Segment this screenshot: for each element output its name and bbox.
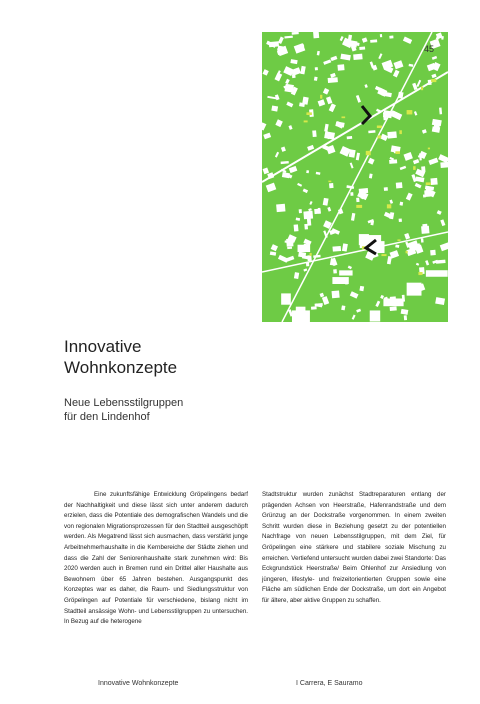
building-block: [406, 193, 413, 201]
building-block: [440, 242, 448, 251]
building-block: [416, 263, 419, 266]
building-block: [390, 306, 397, 311]
building-block: [395, 244, 399, 247]
building-block: [356, 153, 360, 161]
building-block: [342, 243, 348, 251]
building-block: [440, 219, 445, 226]
subtitle-line-2: für den Lindenhof: [64, 411, 150, 423]
building-block: [404, 152, 413, 161]
building-block: [271, 244, 278, 251]
building-block: [313, 32, 319, 38]
building-block: [320, 293, 325, 298]
building-block: [300, 66, 305, 75]
building-block: [298, 252, 306, 258]
building-block: [269, 41, 279, 47]
building-block: [307, 218, 311, 226]
building-block: [353, 54, 362, 60]
building-block-large: [370, 310, 380, 321]
body-text-right-column: Stadtstruktur wurden zunächst Stadtreparaturen entlang der prägenden Achsen von Heerstraße, Hafenrandstraße und dem Grünzug an der Dockstraße vorgenommen. In einem zweiten Schritt wurden diese in Beziehung gesetzt zu der potentiellen Nachfrage von neuen Lebensstilgruppen, mit dem Ziel, für Gröpelingen eine stärkere und stabilere soziale Mischung zu erreichen. Vertiefend untersucht wurden dabei zwei Standorte: Das Eckgrundstück Heerstraße/ Beim Ohlenhof zur Ansiedlung von jüngeren, lifestyle- und freizeitorientierten Gruppen sowie eine Fläche am südlichen Ende der Dockstraße, um dort ein Angebot für ältere, aber aktive Gruppen zu schaffen.: [262, 491, 446, 604]
building-block: [380, 134, 388, 141]
title-line-1: Innovative: [64, 337, 142, 356]
building-block: [415, 183, 422, 188]
body-text-left-column: Eine zukunftsfähige Entwicklung Gröpelingens bedarf der Nachhaltigkeit und diese lässt sich unter anderem dadurch erzielen, dass die Potentiale des demografischen Wandels und die von regionalen Migrationsprozessen für den Stadtteil ausgeschöpft werden. Als Megatrend lässt sich ausmachen, dass verstärkt junge Arbeitnehmerhaushalte in die Kernbereiche der Städte ziehen und dass die Zahl der Seniorenhaushalte stark zunehmen wird: Bis 2020 werden auch in Bremen rund ein Drittel aller Haushalte aus Bewohnern über 65 Jahren bestehen. Ausgangspunkt des Konzeptes war es daher, die Raum- und Siedlungsstruktur von Gröpelingen auf Potentiale für verschiedene, bislang nicht im Stadtteil ansässige Wohn- und Lebensstilgruppen zu untersuchen. In Bezug auf die heterogene: [64, 491, 248, 626]
building-block: [413, 159, 419, 164]
building-block: [306, 170, 309, 173]
building-block: [332, 290, 340, 298]
building-block: [330, 56, 337, 61]
highlighted-parcel: [310, 253, 312, 256]
building-block-large: [426, 270, 448, 277]
building-block: [412, 83, 417, 90]
building-block-large: [281, 293, 291, 304]
building-block: [323, 198, 329, 206]
building-block: [314, 77, 318, 81]
building-block: [329, 103, 336, 112]
building-block: [285, 79, 290, 84]
highlighted-parcel: [397, 239, 400, 241]
building-block: [422, 129, 427, 134]
building-block: [400, 166, 407, 170]
building-block: [359, 286, 364, 291]
building-block: [263, 69, 269, 76]
building-block: [403, 37, 412, 45]
building-block: [332, 246, 341, 252]
highlighted-parcel: [366, 151, 371, 155]
building-block-large: [298, 245, 311, 252]
figure-ground-plan: [262, 32, 448, 322]
highlighted-parcel: [356, 205, 362, 208]
building-block: [384, 187, 388, 191]
building-block: [409, 64, 414, 67]
building-block: [278, 255, 288, 263]
building-block: [432, 56, 437, 60]
building-block: [399, 218, 402, 222]
building-block: [368, 158, 375, 165]
building-block: [359, 47, 365, 50]
building-block: [294, 272, 299, 279]
building-block: [318, 99, 326, 106]
building-block: [290, 59, 297, 64]
building-block: [350, 162, 354, 168]
building-block: [356, 198, 359, 203]
building-block: [308, 208, 312, 211]
highlighted-parcel: [418, 272, 422, 275]
highlighted-parcel: [328, 181, 331, 183]
building-block: [393, 70, 400, 78]
highlighted-parcel: [387, 204, 391, 208]
building-block: [430, 250, 436, 256]
highlighted-parcel: [306, 112, 311, 115]
building-block: [323, 59, 331, 64]
building-block: [278, 37, 284, 44]
title-line-2: Wohnkonzepte: [64, 358, 178, 377]
building-block: [309, 201, 312, 205]
building-block: [317, 51, 320, 56]
building-block: [350, 192, 353, 196]
building-block: [439, 107, 442, 114]
highlighted-parcel: [304, 120, 308, 122]
building-block: [281, 147, 286, 152]
building-block: [296, 218, 300, 221]
page-number: 45: [424, 44, 435, 54]
building-block: [368, 130, 375, 133]
building-block: [294, 224, 299, 231]
highlighted-parcel: [426, 182, 431, 185]
building-block: [333, 269, 337, 273]
building-block: [347, 136, 353, 139]
building-block: [275, 152, 279, 158]
building-block: [340, 36, 344, 41]
building-block: [266, 183, 277, 193]
building-block: [270, 251, 276, 255]
building-block: [387, 256, 392, 264]
building-block: [380, 34, 382, 37]
building-block: [328, 77, 338, 83]
building-block: [430, 178, 437, 185]
highlighted-parcel: [406, 251, 408, 253]
building-block: [276, 204, 285, 212]
building-block: [311, 306, 317, 310]
building-block: [438, 154, 448, 163]
building-block-large: [383, 298, 403, 306]
building-block: [326, 96, 332, 104]
building-block: [340, 54, 351, 61]
building-block: [356, 95, 361, 103]
building-block: [401, 309, 409, 315]
building-block: [281, 161, 289, 164]
building-block: [416, 80, 421, 87]
building-block: [370, 39, 377, 42]
highlighted-parcel: [377, 126, 382, 129]
building-block: [356, 309, 361, 313]
building-block: [432, 119, 442, 126]
building-block: [262, 122, 266, 130]
building-block: [316, 172, 321, 175]
building-block: [263, 133, 271, 140]
building-block: [369, 173, 373, 178]
footer-section-title: Innovative Wohnkonzepte: [98, 680, 179, 687]
building-block: [378, 53, 382, 59]
building-block: [299, 209, 302, 213]
building-block: [351, 213, 355, 221]
building-block: [396, 182, 403, 188]
building-block: [435, 297, 445, 305]
highlighted-parcel: [413, 166, 415, 170]
street-line: [282, 32, 435, 322]
building-block: [263, 167, 270, 174]
building-block: [425, 260, 429, 265]
building-block: [381, 91, 391, 97]
building-block: [286, 102, 293, 108]
building-block: [400, 202, 404, 206]
highlighted-parcel: [395, 151, 400, 154]
page-subtitle: [64, 396, 183, 424]
highlighted-parcel: [341, 116, 345, 118]
building-block: [327, 207, 331, 212]
building-block: [404, 233, 410, 240]
building-block: [415, 176, 424, 182]
building-block: [282, 172, 290, 178]
building-block: [330, 73, 336, 78]
page-title: [64, 336, 177, 378]
building-block: [437, 210, 442, 215]
building-block: [307, 145, 314, 151]
building-block-large: [407, 283, 422, 296]
building-block: [348, 266, 352, 270]
building-block: [303, 268, 307, 271]
building-block: [375, 301, 380, 307]
building-block: [324, 124, 329, 132]
highlighted-parcel: [381, 254, 386, 256]
building-block: [314, 209, 321, 214]
building-block: [404, 315, 407, 320]
building-block: [414, 111, 417, 116]
building-block: [421, 226, 429, 234]
footer-authors: I Carrera, E Sauramo: [296, 680, 363, 687]
building-block: [292, 32, 299, 35]
building-block: [303, 188, 308, 193]
building-block: [370, 61, 375, 68]
building-block: [424, 190, 431, 197]
building-block: [389, 35, 393, 38]
building-block: [289, 166, 298, 173]
building-block: [428, 158, 438, 165]
building-block-large: [292, 310, 310, 322]
building-block: [380, 295, 384, 299]
building-block: [421, 238, 424, 242]
building-block: [341, 305, 345, 310]
building-block: [387, 131, 397, 138]
building-block: [350, 291, 359, 298]
building-block: [364, 84, 367, 88]
building-block: [322, 296, 329, 305]
building-block: [312, 130, 316, 137]
highlighted-parcel: [377, 135, 381, 138]
site-marker-north: [362, 106, 370, 124]
building-block: [324, 131, 335, 139]
subtitle-line-1: Neue Lebensstilgruppen: [64, 397, 184, 409]
building-block: [297, 183, 302, 187]
building-block: [362, 37, 368, 42]
building-block: [389, 200, 393, 204]
building-block: [287, 247, 292, 250]
highlighted-parcel: [421, 86, 423, 90]
building-block-large: [339, 270, 352, 275]
highlighted-parcel: [431, 79, 436, 82]
site-plan-map: [262, 32, 448, 322]
building-block: [284, 36, 292, 39]
highlighted-parcel: [428, 148, 430, 150]
building-block: [288, 125, 292, 130]
building-block: [394, 60, 404, 69]
highlighted-parcel: [399, 130, 401, 134]
building-block: [337, 64, 344, 70]
highlighted-parcel: [407, 110, 413, 114]
building-block: [286, 238, 293, 246]
highlighted-parcel: [320, 95, 322, 99]
building-block: [431, 74, 436, 79]
building-block: [329, 183, 334, 188]
building-block: [323, 88, 329, 95]
building-block: [352, 315, 356, 320]
building-block: [275, 119, 282, 127]
building-block-large: [332, 277, 348, 284]
building-block: [271, 105, 278, 111]
building-block: [315, 67, 318, 70]
